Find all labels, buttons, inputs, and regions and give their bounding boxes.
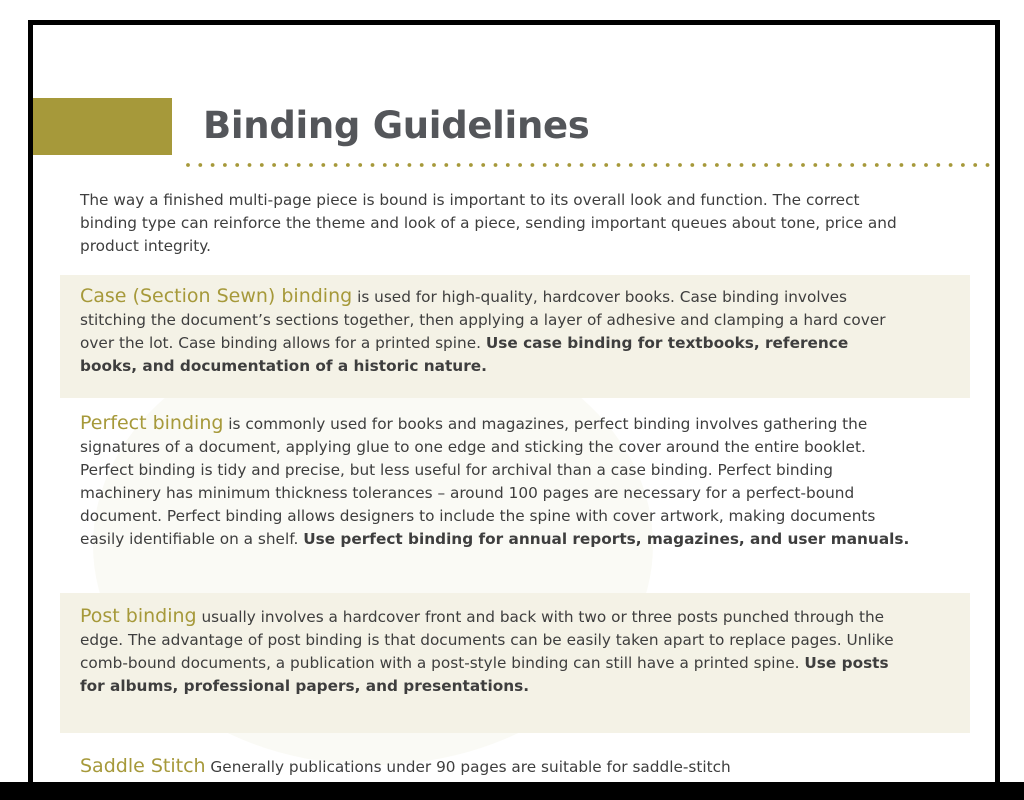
rule-dot: [998, 163, 1000, 167]
rule-dot: [900, 163, 904, 167]
rule-dot: [309, 163, 313, 167]
rule-dot: [887, 163, 891, 167]
rule-dot: [358, 163, 362, 167]
section-post-binding: [60, 593, 970, 733]
rule-dot: [973, 163, 977, 167]
rule-dot: [863, 163, 867, 167]
rule-dot: [703, 163, 707, 167]
rule-dot: [198, 163, 202, 167]
rule-dot: [936, 163, 940, 167]
section-case-binding: [60, 275, 970, 398]
rule-dot: [764, 163, 768, 167]
rule-dot: [678, 163, 682, 167]
rule-dot: [518, 163, 522, 167]
dotted-rule: [184, 161, 1000, 169]
section-body: Generally publications under 90 pages are suitable for saddle-stitch: [205, 758, 731, 776]
rule-dot: [801, 163, 805, 167]
rule-dot: [211, 163, 215, 167]
rule-dot: [408, 163, 412, 167]
rule-dot: [457, 163, 461, 167]
rule-dot: [752, 163, 756, 167]
rule-dot: [838, 163, 842, 167]
rule-dot: [481, 163, 485, 167]
rule-dot: [531, 163, 535, 167]
rule-dot: [248, 163, 252, 167]
rule-dot: [949, 163, 953, 167]
rule-dot: [371, 163, 375, 167]
rule-dot: [690, 163, 694, 167]
rule-dot: [986, 163, 990, 167]
title-accent-bar: [33, 98, 172, 155]
section-title: Case (Section Sewn) binding: [80, 285, 353, 307]
section-emphasis: Use case binding for textbooks, reference books, and documentation of a historic nature.: [80, 334, 849, 375]
section-text: [80, 755, 910, 779]
rule-dot: [260, 163, 264, 167]
rule-dot: [826, 163, 830, 167]
rule-dot: [912, 163, 916, 167]
rule-dot: [580, 163, 584, 167]
rule-dot: [235, 163, 239, 167]
rule-dot: [617, 163, 621, 167]
rule-dot: [604, 163, 608, 167]
section-title: Saddle Stitch: [80, 755, 206, 777]
rule-dot: [740, 163, 744, 167]
section-body: is used for high-quality, hardcover books. Case binding involves stitching the document’s sections together, then applying a layer of adhesive and clamping a hard cover over the lot. Case binding allows for a printed spine.: [80, 288, 886, 352]
rule-dot: [813, 163, 817, 167]
section-perfect-binding: [60, 408, 970, 578]
section-emphasis: Use posts for albums, professional papers, and presentations.: [80, 654, 889, 695]
rule-dot: [334, 163, 338, 167]
rule-dot: [543, 163, 547, 167]
rule-dot: [727, 163, 731, 167]
rule-dot: [444, 163, 448, 167]
section-body: is commonly used for books and magazines, perfect binding involves gathering the signatures of a document, applying glue to one edge and sticking the cover around the entire booklet. Perfect binding is tidy and precise, but less useful for archival than a case binding. Perfect binding machinery has minimum thickness tolerances – around 100 pages are necessary for a perfect-bound document. Perfect binding allows designers to include the spine with cover artwork, making documents easily identifiable on a shelf.: [80, 415, 876, 548]
section-text: [80, 605, 910, 698]
rule-dot: [641, 163, 645, 167]
page-title: Binding Guidelines: [203, 104, 590, 147]
rule-dot: [420, 163, 424, 167]
rule-dot: [223, 163, 227, 167]
rule-dot: [666, 163, 670, 167]
rule-dot: [395, 163, 399, 167]
rule-dot: [961, 163, 965, 167]
bottom-border: [0, 782, 1024, 800]
document-page: [28, 20, 1000, 800]
rule-dot: [506, 163, 510, 167]
rule-dot: [297, 163, 301, 167]
rule-dot: [346, 163, 350, 167]
rule-dot: [715, 163, 719, 167]
section-text: [80, 412, 910, 551]
intro-paragraph: The way a finished multi-page piece is bound is important to its overall look and function. The correct binding type can reinforce the theme and look of a piece, sending important queues about tone, price and product integrity.: [80, 191, 897, 255]
rule-dot: [789, 163, 793, 167]
rule-dot: [555, 163, 559, 167]
section-title: Post binding: [80, 605, 197, 627]
rule-dot: [186, 163, 190, 167]
rule-dot: [850, 163, 854, 167]
rule-dot: [432, 163, 436, 167]
rule-dot: [875, 163, 879, 167]
rule-dot: [285, 163, 289, 167]
section-emphasis: Use perfect binding for annual reports, magazines, and user manuals.: [303, 530, 910, 548]
section-text: [80, 285, 910, 378]
rule-dot: [469, 163, 473, 167]
rule-dot: [924, 163, 928, 167]
rule-dot: [777, 163, 781, 167]
rule-dot: [272, 163, 276, 167]
rule-dot: [567, 163, 571, 167]
rule-dot: [654, 163, 658, 167]
section-body: usually involves a hardcover front and back with two or three posts punched through the edge. The advantage of post binding is that documents can be easily taken apart to replace pages. Unlike comb-bound documents, a publication with a post-style binding can still have a printed spine.: [80, 608, 894, 672]
rule-dot: [629, 163, 633, 167]
rule-dot: [494, 163, 498, 167]
section-title: Perfect binding: [80, 412, 224, 434]
rule-dot: [592, 163, 596, 167]
rule-dot: [321, 163, 325, 167]
rule-dot: [383, 163, 387, 167]
